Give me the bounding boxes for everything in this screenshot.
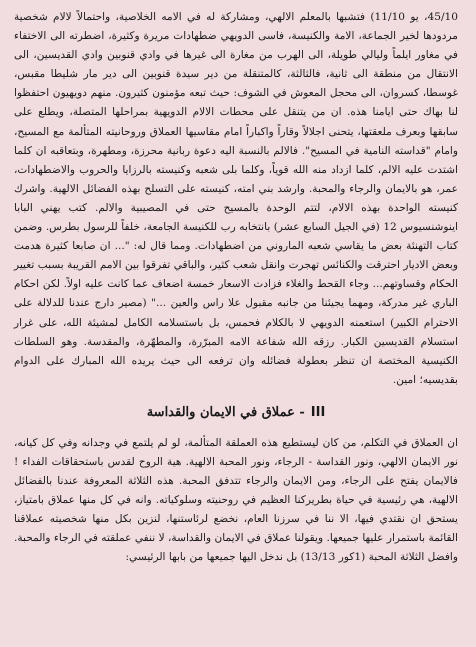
section-title: - عملاق في الايمان والقداسة bbox=[146, 404, 305, 420]
section-number: III bbox=[310, 404, 326, 420]
body-paragraph-1: 45/10، يو 11/10) فتشبها بالمعلم الالهي، ومشاركة له في الامه الخلاصية، واحتمالاً لالام شخصية مردودها لخير الجماعة، الامة والكنيسة، فاسى الدويهي ضطهادات مريرة وكثيرة، اضطرته الى الاختفاء في مغاور ايلماً وليالي طويلة، الى الهرب من مغارة الى غيرها في وادي قنوبين وادي القديسين، الى الانتقال من منطقة الى ثانية، فالثالثة، كالمتنقلة من دير سيدة قنوبين الى دير مار شليطا مقبس، غوسطا، كسروان، الى محجل المعوش في الشوف: حيث تبعه مؤمنون كثيرون. منهم دويهيون احتفظوا لنا بهاك حتى ايامنا هذه. ان من يتنقل على محطات الالام الدويهية بمراحلها المتصلة، ويطلع على سابقها وبعرف ملعقتها، يتحنى اجلالاً وقاراً واكباراً امام مقاسيها العملاق وروحانيته المتألمة مع المسيح، وامام "قداسته النامية في المسيح". فالالم بالنسبة اليه دعوة ربانية محرزة، ومطهرة، وبتعاقبه ان كلما اشتدت عليه الالم، كلما ازداد منه الله قوياً، وكلما بلى شعبه وكنيسته بالرزايا والحروب والاضطهادات، عمر، هو بالايمان والرجاء والمحبة. وارشد بني امته، كنيسته على التسلح بهذه الفضائل الالهية. واشرك كنيسته الواحدة بهذه الالام، لتتم الوحدة بالمسيح حتى في المصيبية والالم. كتب يهني البابا اينوشنسيوس 12 (في الجيل السابع عشر) بانتخابه رب للكنيسة الجامعة، خلفاً للرسول بطرس. وضمن كتاب التهنئة بعض ما يقاسي شعبه الماروني من اضطهادات. ومما قال له: "... ان صابعا كثيرة هدمت وبعض الاديار احترقت والكنائس تهجرت وانقل شعب كثير، والباقي تفرقوا بين الامم القريبة بسبب تغيير الحكام وقساوتهم... وجاء القحط والغلاء فزادت الاسعار خمسة اضعاف عما كانت عليه اولاً. لكن احكام الباري غير مدركة، ومهما يجيئنا من جانبه مقبول علا راس والعين ..." (مصير دارج عندنا للدلالة على الاحترام الكبير) استعمنه الدويهي لا بالكلام فحمس، بل باستسلامه الكامل لمشيئة الله، على غرار استسلام القديسين الكبار. رزقه الله شفاعة الامه المبرّرة، والمطهّرة، والمقدسة. وهو السلطات الكنيسية المختصة ان تنظر بعطولة فضائله وان ترفعه الى حيث يريده الله المبارك على الدوام بقديسيه؛ امين. bbox=[14, 11, 458, 386]
section-heading bbox=[14, 402, 458, 424]
body-paragraph-2: ان العملاق في التكلم، من كان ليستطيع هذه العملقة المتألمة، لو لم يلتمع في وجدانه وفي كل كيانه، نور الايمان الالهي، ونور القداسة - الرجاء، ونور المحبة الالهية. هية الروح لقدس باستحقاقات الفداء ! فالايمان يفتح على الرجاء، ومن الايمان والرجاء تتدفق المحبة. هذه الثلاثة المعروفة عندنا بالفضائل الالهية، هي رئيسية في حياة بطريركنا العظيم في روحنيته وسلوكياته. وانه في كل منها عملاق بامتياز، يستحق ان نقتدي فيها، الا ننا في سرزنا العام، نخضع لرئاستنها، لنزين بكل منها شخصيته عملاقنا القائمة باستمرار عليها جميعها. ويقولنا عملاق في الايمان والقداسة، لا ننفي عملقته في الرجاء والمحبة. وافضل الثلاثة المحبة (1كور 13/13) بل ندخل اليها جميعها من بابها الرئيسي: bbox=[14, 436, 458, 564]
